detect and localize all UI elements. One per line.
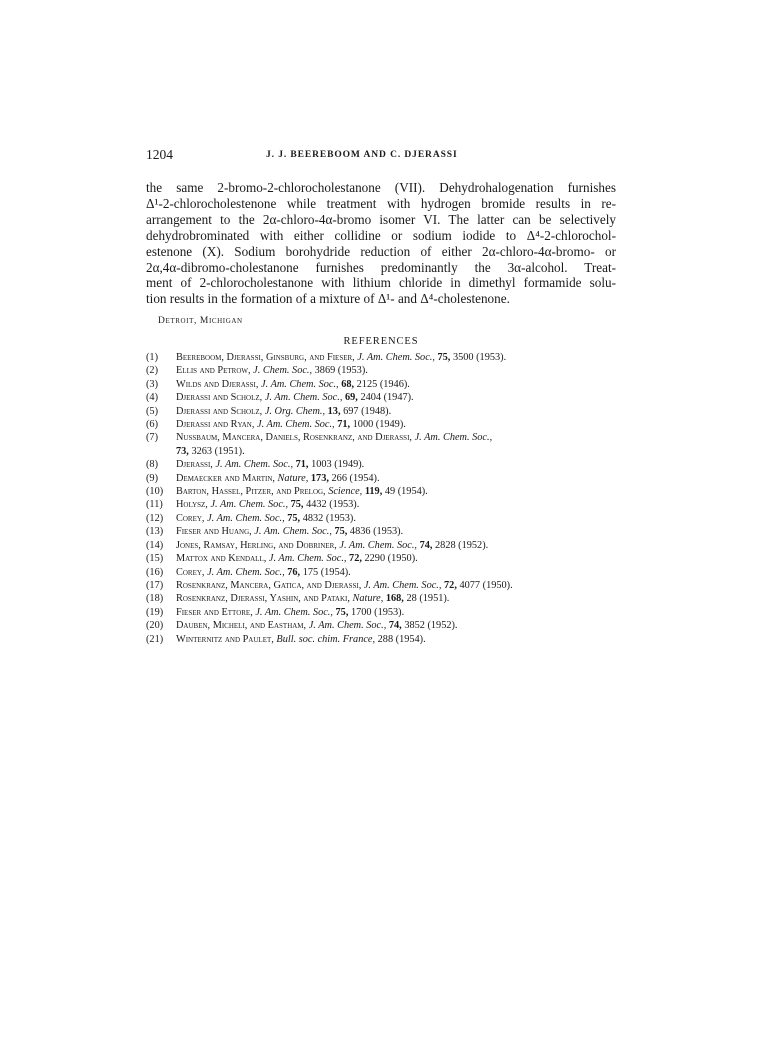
reference-item — [146, 431, 621, 458]
body-line: the same 2-bromo-2-chlorocholestanone (VII). Dehydrohalogenation furnishes — [146, 180, 616, 195]
body-line: ment of 2-chlorocholestanone with lithium chloride in dimethyl formamide solu- — [146, 275, 616, 291]
reference-pages-year: 1003 (1949). — [311, 459, 365, 471]
reference-journal: J. Am. Chem. Soc., — [308, 620, 387, 632]
reference-authors: Dauben, Micheli, and Eastham, — [176, 620, 307, 632]
reference-item — [146, 566, 621, 579]
reference-authors: Rosenkranz, Djerassi, Yashin, and Pataki, — [176, 593, 350, 605]
reference-volume: 69, — [344, 392, 358, 404]
reference-journal: J. Am. Chem. Soc., — [254, 526, 332, 538]
reference-item — [146, 472, 621, 485]
reference-authors: Beereboom, Djerassi, Ginsburg, and Fieser, — [176, 352, 355, 363]
reference-authors: Mattox and Kendall, — [176, 553, 267, 565]
reference-item — [146, 458, 621, 471]
reference-authors: Djerassi and Scholz, — [176, 405, 263, 417]
reference-journal: J. Am. Chem. Soc., — [357, 352, 435, 363]
reference-number: (3) — [146, 378, 159, 390]
reference-pages-year: 3500 (1953). — [452, 352, 507, 363]
reference-item — [146, 498, 621, 511]
reference-volume: 173, — [310, 472, 329, 484]
reference-volume: 72, — [444, 579, 457, 591]
reference-number: (13) — [146, 526, 164, 538]
reference-journal: J. Am. Chem. Soc., — [207, 566, 285, 578]
reference-number: (1) — [146, 352, 159, 363]
reference-pages-year: 4077 (1950). — [459, 579, 513, 591]
reference-number: (8) — [146, 459, 159, 471]
reference-authors: Holysz, — [176, 499, 208, 511]
reference-volume: 13, — [327, 405, 341, 417]
reference-volume: 75, — [437, 352, 451, 363]
reference-item — [146, 391, 621, 404]
reference-journal: J. Am. Chem. Soc., — [261, 378, 339, 390]
reference-authors: Djerassi and Scholz, — [176, 392, 263, 404]
reference-pages-year: 49 (1954). — [384, 486, 428, 498]
reference-item — [146, 418, 621, 431]
reference-item — [146, 592, 621, 605]
reference-authors: Djerassi and Ryan, — [176, 419, 255, 431]
reference-item — [146, 619, 621, 632]
reference-item — [146, 579, 621, 592]
reference-number: (9) — [146, 472, 159, 484]
reference-pages-year: 1000 (1949). — [352, 419, 406, 431]
reference-pages-year: 4836 (1953). — [349, 526, 404, 538]
reference-item — [146, 512, 621, 525]
reference-volume: 72, — [349, 553, 362, 565]
reference-pages-year: 4832 (1953). — [302, 512, 356, 524]
reference-pages-year: 2404 (1947). — [360, 392, 414, 404]
reference-pages-year: 28 (1951). — [406, 593, 450, 605]
reference-pages-year: 2125 (1946). — [356, 378, 410, 390]
reference-item — [146, 606, 621, 619]
reference-volume: 75, — [335, 606, 349, 618]
reference-journal: J. Am. Chem. Soc., — [339, 539, 417, 551]
body-paragraph — [146, 180, 616, 307]
reference-journal: J. Am. Chem. Soc., — [207, 512, 285, 524]
reference-number: (19) — [146, 606, 164, 618]
reference-number: (10) — [146, 486, 164, 498]
reference-volume: 68, — [341, 378, 355, 390]
reference-number: (18) — [146, 593, 164, 605]
body-line: dehydrobrominated with either collidine or sodium iodide to Δ⁴-2-chlorochol- — [146, 227, 616, 243]
reference-pages-year: 4432 (1953). — [306, 499, 360, 511]
reference-volume: 119, — [364, 486, 383, 498]
reference-pages-year: 3869 (1953). — [314, 365, 368, 377]
body-line: Δ¹-2-chlorocholestenone while treatment with hydrogen bromide results in re- — [146, 195, 616, 211]
author-location: Detroit, Michigan — [158, 316, 243, 326]
reference-volume: 71, — [337, 419, 351, 431]
reference-number: (20) — [146, 620, 164, 632]
reference-number: (21) — [146, 633, 164, 645]
body-line: arrangement to the 2α-chloro-4α-bromo isomer VI. The latter can be selectively — [146, 211, 616, 227]
reference-authors: Winternitz and Paulet, — [176, 633, 274, 645]
reference-authors: Djerassi, — [176, 459, 213, 471]
reference-volume: 76, — [287, 566, 301, 578]
reference-journal: J. Org. Chem., — [264, 405, 326, 417]
reference-item — [146, 525, 621, 538]
reference-number: (12) — [146, 512, 164, 524]
reference-volume: 74, — [419, 539, 433, 551]
page-header — [146, 147, 616, 163]
reference-authors: Corey, — [176, 566, 205, 578]
reference-journal: J. Am. Chem. Soc., — [215, 459, 294, 471]
reference-authors: Demaecker and Martin, — [176, 472, 275, 484]
reference-number: (2) — [146, 365, 159, 377]
reference-journal: J. Am. Chem. Soc., — [363, 579, 442, 591]
body-line: estenone (X). Sodium borohydride reduction of either 2α-chloro-4α-bromo- or — [146, 243, 616, 259]
reference-pages-year: 175 (1954). — [302, 566, 351, 578]
running-head: J. J. BEEREBOOM AND C. DJERASSI — [266, 150, 458, 160]
reference-journal: J. Chem. Soc., — [253, 365, 313, 377]
reference-volume: 75, — [290, 499, 304, 511]
reference-authors: Barton, Hassel, Pitzer, and Prelog, — [176, 486, 326, 498]
reference-authors: Corey, — [176, 512, 205, 524]
reference-journal: J. Am. Chem. Soc., — [257, 419, 335, 431]
reference-item — [146, 485, 621, 498]
reference-number: (11) — [146, 499, 163, 511]
reference-volume: 75, — [287, 512, 301, 524]
reference-list — [146, 351, 621, 646]
reference-journal: J. Am. Chem. Soc., — [268, 553, 347, 565]
reference-pages-year: 3263 (1951). — [191, 445, 245, 457]
reference-journal: J. Am. Chem. Soc., — [414, 432, 493, 444]
page-number: 1204 — [146, 147, 173, 162]
reference-pages-year: 2290 (1950). — [364, 553, 418, 565]
reference-volume: 75, — [334, 526, 348, 538]
reference-volume: 168, — [385, 593, 404, 605]
reference-pages-year: 697 (1948). — [343, 405, 392, 417]
reference-journal: Nature, — [277, 472, 309, 484]
reference-number: (5) — [146, 405, 159, 417]
reference-number: (14) — [146, 539, 164, 551]
reference-authors: Nussbaum, Mancera, Daniels, Rosenkranz, and Djerassi, — [176, 432, 412, 444]
reference-pages-year: 288 (1954). — [377, 633, 426, 645]
reference-item — [146, 405, 621, 418]
reference-pages-year: 2828 (1952). — [435, 539, 489, 551]
reference-journal: J. Am. Chem. Soc., — [210, 499, 289, 511]
reference-number: (7) — [146, 432, 159, 444]
reference-journal: J. Am. Chem. Soc., — [255, 606, 333, 618]
reference-number: (16) — [146, 566, 164, 578]
reference-authors: Wilds and Djerassi, — [176, 378, 259, 390]
reference-authors: Fieser and Huang, — [176, 526, 252, 538]
reference-item — [146, 351, 621, 364]
reference-authors: Rosenkranz, Mancera, Gatica, and Djerassi, — [176, 579, 362, 591]
reference-volume: 73, — [176, 445, 189, 457]
reference-continuation — [176, 445, 621, 458]
body-line: 2α,4α-dibromo-cholestanone furnishes predominantly the 3α-alcohol. Treat- — [146, 259, 616, 275]
reference-authors: Jones, Ramsay, Herling, and Dobriner, — [176, 539, 337, 551]
reference-item — [146, 633, 621, 646]
reference-volume: 74, — [388, 620, 402, 632]
reference-item — [146, 552, 621, 565]
reference-authors: Ellis and Petrow, — [176, 365, 251, 377]
reference-journal: Bull. soc. chim. France, — [276, 633, 376, 645]
reference-number: (15) — [146, 553, 164, 565]
reference-number: (6) — [146, 419, 159, 431]
reference-pages-year: 1700 (1953). — [350, 606, 405, 618]
reference-item — [146, 539, 621, 552]
reference-number: (17) — [146, 579, 164, 591]
reference-authors: Fieser and Ettore, — [176, 606, 253, 618]
body-line: tion results in the formation of a mixture of Δ¹- and Δ⁴-cholestenone. — [146, 291, 510, 307]
reference-item — [146, 378, 621, 391]
reference-number: (4) — [146, 392, 159, 404]
reference-journal: Nature, — [352, 593, 384, 605]
reference-journal: J. Am. Chem. Soc., — [264, 392, 343, 404]
reference-volume: 71, — [295, 459, 309, 471]
reference-item — [146, 364, 621, 377]
reference-pages-year: 266 (1954). — [331, 472, 380, 484]
reference-journal: Science, — [328, 486, 363, 498]
references-heading: REFERENCES — [343, 336, 419, 347]
reference-pages-year: 3852 (1952). — [404, 620, 458, 632]
